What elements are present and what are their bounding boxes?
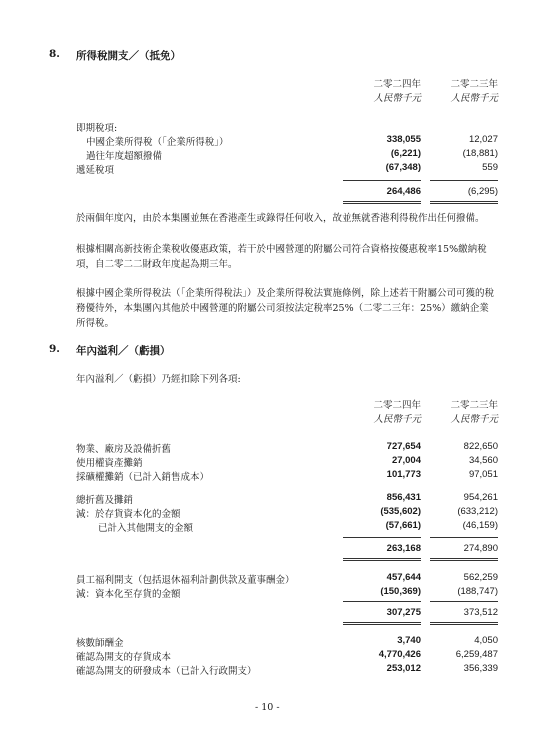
value-prior: (46,159) <box>462 520 498 531</box>
value-prior: (633,212) <box>457 506 498 517</box>
header-current-year: 二零二四年 <box>373 400 421 411</box>
header-current-year: 二零二四年 <box>373 79 421 90</box>
value-current: (535,602) <box>380 506 421 517</box>
double-underline <box>343 622 421 623</box>
double-underline <box>343 624 421 625</box>
row-label: 減：於存貨資本化的金額 <box>76 509 181 520</box>
value-prior: (18,881) <box>462 148 498 159</box>
row-label: 確認為開支的存貨成本 <box>76 652 172 663</box>
header-prior-unit: 人民幣千元 <box>450 93 498 104</box>
row-label: 總折舊及攤銷 <box>76 495 134 506</box>
subtotal-current: 307,275 <box>386 607 421 618</box>
value-prior: 954,261 <box>463 492 498 503</box>
divider <box>343 180 421 181</box>
section-9-number: 9. <box>49 343 60 355</box>
total-current: 264,486 <box>386 186 421 197</box>
value-current: 856,431 <box>386 492 421 503</box>
value-prior: 562,259 <box>463 572 498 583</box>
row-label: 中國企業所得稅（「企業所得稅」） <box>86 137 229 148</box>
subtotal-prior: 274,890 <box>463 543 498 554</box>
value-prior: 12,027 <box>468 134 498 145</box>
value-current: (6,221) <box>390 148 421 159</box>
double-underline <box>430 560 498 561</box>
value-current: 338,055 <box>386 134 421 145</box>
double-underline <box>343 203 421 204</box>
row-label: 物業、廠房及設備折舊 <box>76 444 172 455</box>
double-underline <box>343 201 421 202</box>
row-label: 員工福利開支（包括退休福利計劃供款及董事酬金） <box>76 575 295 586</box>
row-label: 採礦權攤銷（已計入銷售成本） <box>76 472 210 483</box>
section-8-title: 所得稅開支／（抵免） <box>76 50 181 62</box>
section-9-intro: 年內溢利／（虧損）乃經扣除下列各項: <box>76 374 241 385</box>
divider <box>343 601 421 602</box>
value-prior: (188,747) <box>457 586 498 597</box>
double-underline <box>430 624 498 625</box>
value-current: (57,661) <box>385 520 421 531</box>
header-prior-unit: 人民幣千元 <box>450 414 498 425</box>
value-prior: 6,259,487 <box>455 649 498 660</box>
header-current-unit: 人民幣千元 <box>373 414 421 425</box>
row-label: 使用權資產攤銷 <box>76 458 143 469</box>
value-current: 253,012 <box>386 663 421 674</box>
header-current-unit: 人民幣千元 <box>373 93 421 104</box>
value-current: (150,369) <box>380 586 421 597</box>
paragraph: 於兩個年度內，由於本集團並無在香港產生或錄得任何收入，故並無就香港利得稅作出任何撥備。 <box>76 213 485 224</box>
section-9-title: 年內溢利／（虧損） <box>76 345 171 357</box>
double-underline <box>430 203 498 204</box>
value-current: 3,740 <box>397 635 421 646</box>
divider <box>430 601 498 602</box>
paragraph: 根據相關高新技術企業稅收優惠政策，若干於中國營運的附屬公司符合資格按優惠稅率15%繳納稅項，自二零二二財政年度起為期三年。 <box>76 244 487 270</box>
double-underline <box>430 622 498 623</box>
value-prior: 97,051 <box>468 469 498 480</box>
value-current: 727,654 <box>386 441 421 452</box>
divider <box>430 180 498 181</box>
row-label: 過往年度超額撥備 <box>86 151 163 162</box>
double-underline <box>343 560 421 561</box>
value-current: 457,644 <box>386 572 421 583</box>
subtotal-current: 263,168 <box>386 543 421 554</box>
value-prior: 356,339 <box>463 663 498 674</box>
divider <box>343 537 421 538</box>
value-current: 4,770,426 <box>378 649 421 660</box>
paragraph: 根據中國企業所得稅法（「企業所得稅法」）及企業所得稅法實施條例，除上述若干附屬公司可獲的稅務優待外，本集團內其他於中國營運的附屬公司須按法定稅率25%（二零二三年：25%）繳納企業所得稅。 <box>76 288 495 329</box>
double-underline <box>430 558 498 559</box>
value-prior: 4,050 <box>474 635 498 646</box>
row-label: 已計入其他開支的金額 <box>98 523 194 534</box>
value-current: 27,004 <box>391 455 421 466</box>
row-label: 即期稅項: <box>76 123 118 134</box>
row-label: 減：資本化至存貨的金額 <box>76 589 181 600</box>
header-prior-year: 二零二三年 <box>450 79 498 90</box>
double-underline <box>430 201 498 202</box>
row-label: 確認為開支的研發成本（已計入行政開支） <box>76 666 257 677</box>
row-label: 核數師酬金 <box>76 638 124 649</box>
total-prior: (6,295) <box>467 186 498 197</box>
double-underline <box>343 558 421 559</box>
subtotal-prior: 373,512 <box>463 607 498 618</box>
value-prior: 822,650 <box>463 441 498 452</box>
value-prior: 559 <box>482 162 498 173</box>
page-number: - 10 - <box>255 702 280 713</box>
section-8-number: 8. <box>49 48 60 60</box>
value-current: 101,773 <box>386 469 421 480</box>
value-prior: 34,560 <box>468 455 498 466</box>
row-label: 遞延稅項 <box>76 165 115 176</box>
value-current: (67,348) <box>385 162 421 173</box>
header-prior-year: 二零二三年 <box>450 400 498 411</box>
divider <box>430 537 498 538</box>
